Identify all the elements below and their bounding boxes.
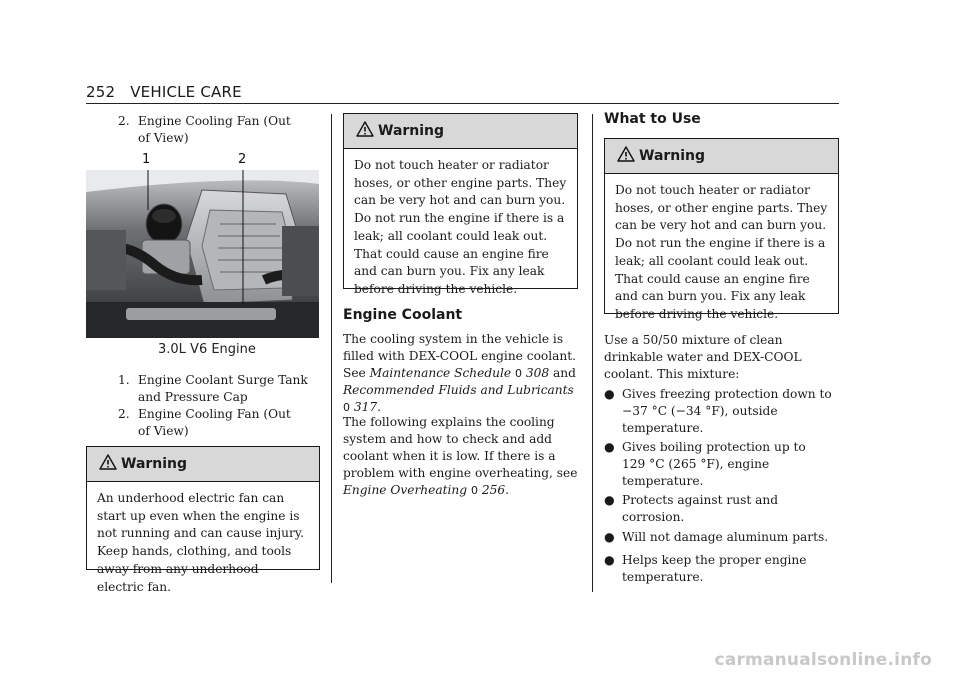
- header-rule: [86, 103, 839, 104]
- warning-box-hot-parts: [343, 113, 578, 296]
- warning-title: Warning: [121, 456, 188, 472]
- cross-reference-fluids[interactable]: Recommended Fluids and Lubricants: [343, 383, 574, 397]
- warning-header: [87, 447, 319, 482]
- warning-box-hot-parts-2: [604, 138, 839, 321]
- bullet-icon: ●: [604, 493, 615, 507]
- legend-text: Engine Cooling Fan (Out of View): [138, 407, 291, 438]
- section-title-engine-coolant: Engine Coolant: [343, 307, 463, 323]
- warning-title: Warning: [639, 148, 706, 164]
- bullet-text: Protects against rust and corrosion.: [622, 493, 779, 524]
- warning-triangle-icon: [99, 454, 117, 470]
- bullet-icon: ●: [604, 440, 615, 454]
- page-reference-icon: 0: [470, 484, 478, 497]
- warning-header: [344, 114, 577, 149]
- warning-triangle-icon: [356, 121, 374, 137]
- legend-text: Engine Coolant Surge Tank and Pressure Cap: [138, 373, 308, 404]
- warning-title: Warning: [378, 123, 445, 139]
- legend-number: 1.: [118, 373, 130, 387]
- figure-caption: 3.0L V6 Engine: [158, 342, 256, 357]
- bullet-text: Helps keep the proper engine temperature.: [622, 553, 807, 584]
- column-divider-2: [592, 114, 593, 592]
- bullet-text: Will not damage aluminum parts.: [622, 530, 829, 544]
- page-reference-icon: 0: [515, 367, 523, 380]
- bullet-text: Gives boiling protection up to 129 °C (265 °F), engine temperature.: [622, 440, 806, 488]
- page-number: 252: [86, 83, 116, 101]
- running-header: [86, 83, 242, 101]
- engine-illustration: [86, 170, 319, 338]
- figure-callout-2: 2: [238, 152, 247, 167]
- warning-triangle-icon: [617, 146, 635, 162]
- bullet-icon: ●: [604, 387, 615, 401]
- column-divider-1: [331, 114, 332, 583]
- watermark: carmanualsonline.info: [714, 650, 932, 670]
- page-reference-icon: 0: [343, 401, 350, 414]
- paragraph-text: The following explains the cooling system and how to check and add coolant when it is low. If there is a problem with engine overheating, see: [343, 415, 578, 480]
- legend-number: 2.: [118, 407, 130, 421]
- engine-photo: [86, 170, 319, 338]
- warning-text: Do not touch heater or radiator hoses, or other engine parts. They can be very hot and can burn you. Do not run the engine if there is a leak; all coolant could leak out. That could cause an engine fire and can burn you. Fix any leak before driving the vehicle.: [615, 183, 828, 321]
- section-title-what-to-use: What to Use: [604, 111, 701, 127]
- paragraph-cooling-system: [343, 331, 579, 416]
- figure-callout-1: 1: [142, 152, 151, 167]
- list-item-text: Engine Cooling Fan (Out of View): [138, 114, 291, 145]
- page-reference[interactable]: 308: [525, 366, 550, 380]
- cross-reference-maintenance[interactable]: Maintenance Schedule: [369, 366, 512, 380]
- list-item-number: 2.: [118, 114, 130, 128]
- bullet-text: Gives freezing protection down to −37 °C (−34 °F), outside temperature.: [622, 387, 832, 435]
- paragraph-text: The cooling system in the vehicle is filled with DEX-COOL engine coolant. See: [343, 332, 577, 380]
- paragraph-explains: [343, 414, 579, 499]
- warning-box-fan: [86, 446, 320, 594]
- bullet-icon: ●: [604, 530, 615, 544]
- warning-header: [605, 139, 838, 174]
- page-reference[interactable]: 317: [353, 400, 378, 414]
- paragraph-mixture: Use a 50/50 mixture of clean drinkable water and DEX-COOL coolant. This mixture:: [604, 333, 802, 381]
- paragraph-text: .: [505, 483, 509, 497]
- warning-text: Do not touch heater or radiator hoses, or other engine parts. They can be very hot and can burn you. Do not run the engine if there is a leak; all coolant could leak out. That could cause an engine fire and can burn you. Fix any leak before driving the vehicle.: [354, 158, 567, 296]
- warning-text: An underhood electric fan can start up even when the engine is not running and can cause injury. Keep hands, clothing, and tools away from any underhood electric fan.: [97, 491, 304, 594]
- section-name: VEHICLE CARE: [130, 83, 242, 101]
- page-reference[interactable]: 256: [481, 483, 506, 497]
- bullet-icon: ●: [604, 553, 615, 567]
- paragraph-text: .: [377, 400, 382, 414]
- cross-reference-overheating[interactable]: Engine Overheating: [343, 483, 468, 497]
- paragraph-text: and: [553, 366, 576, 380]
